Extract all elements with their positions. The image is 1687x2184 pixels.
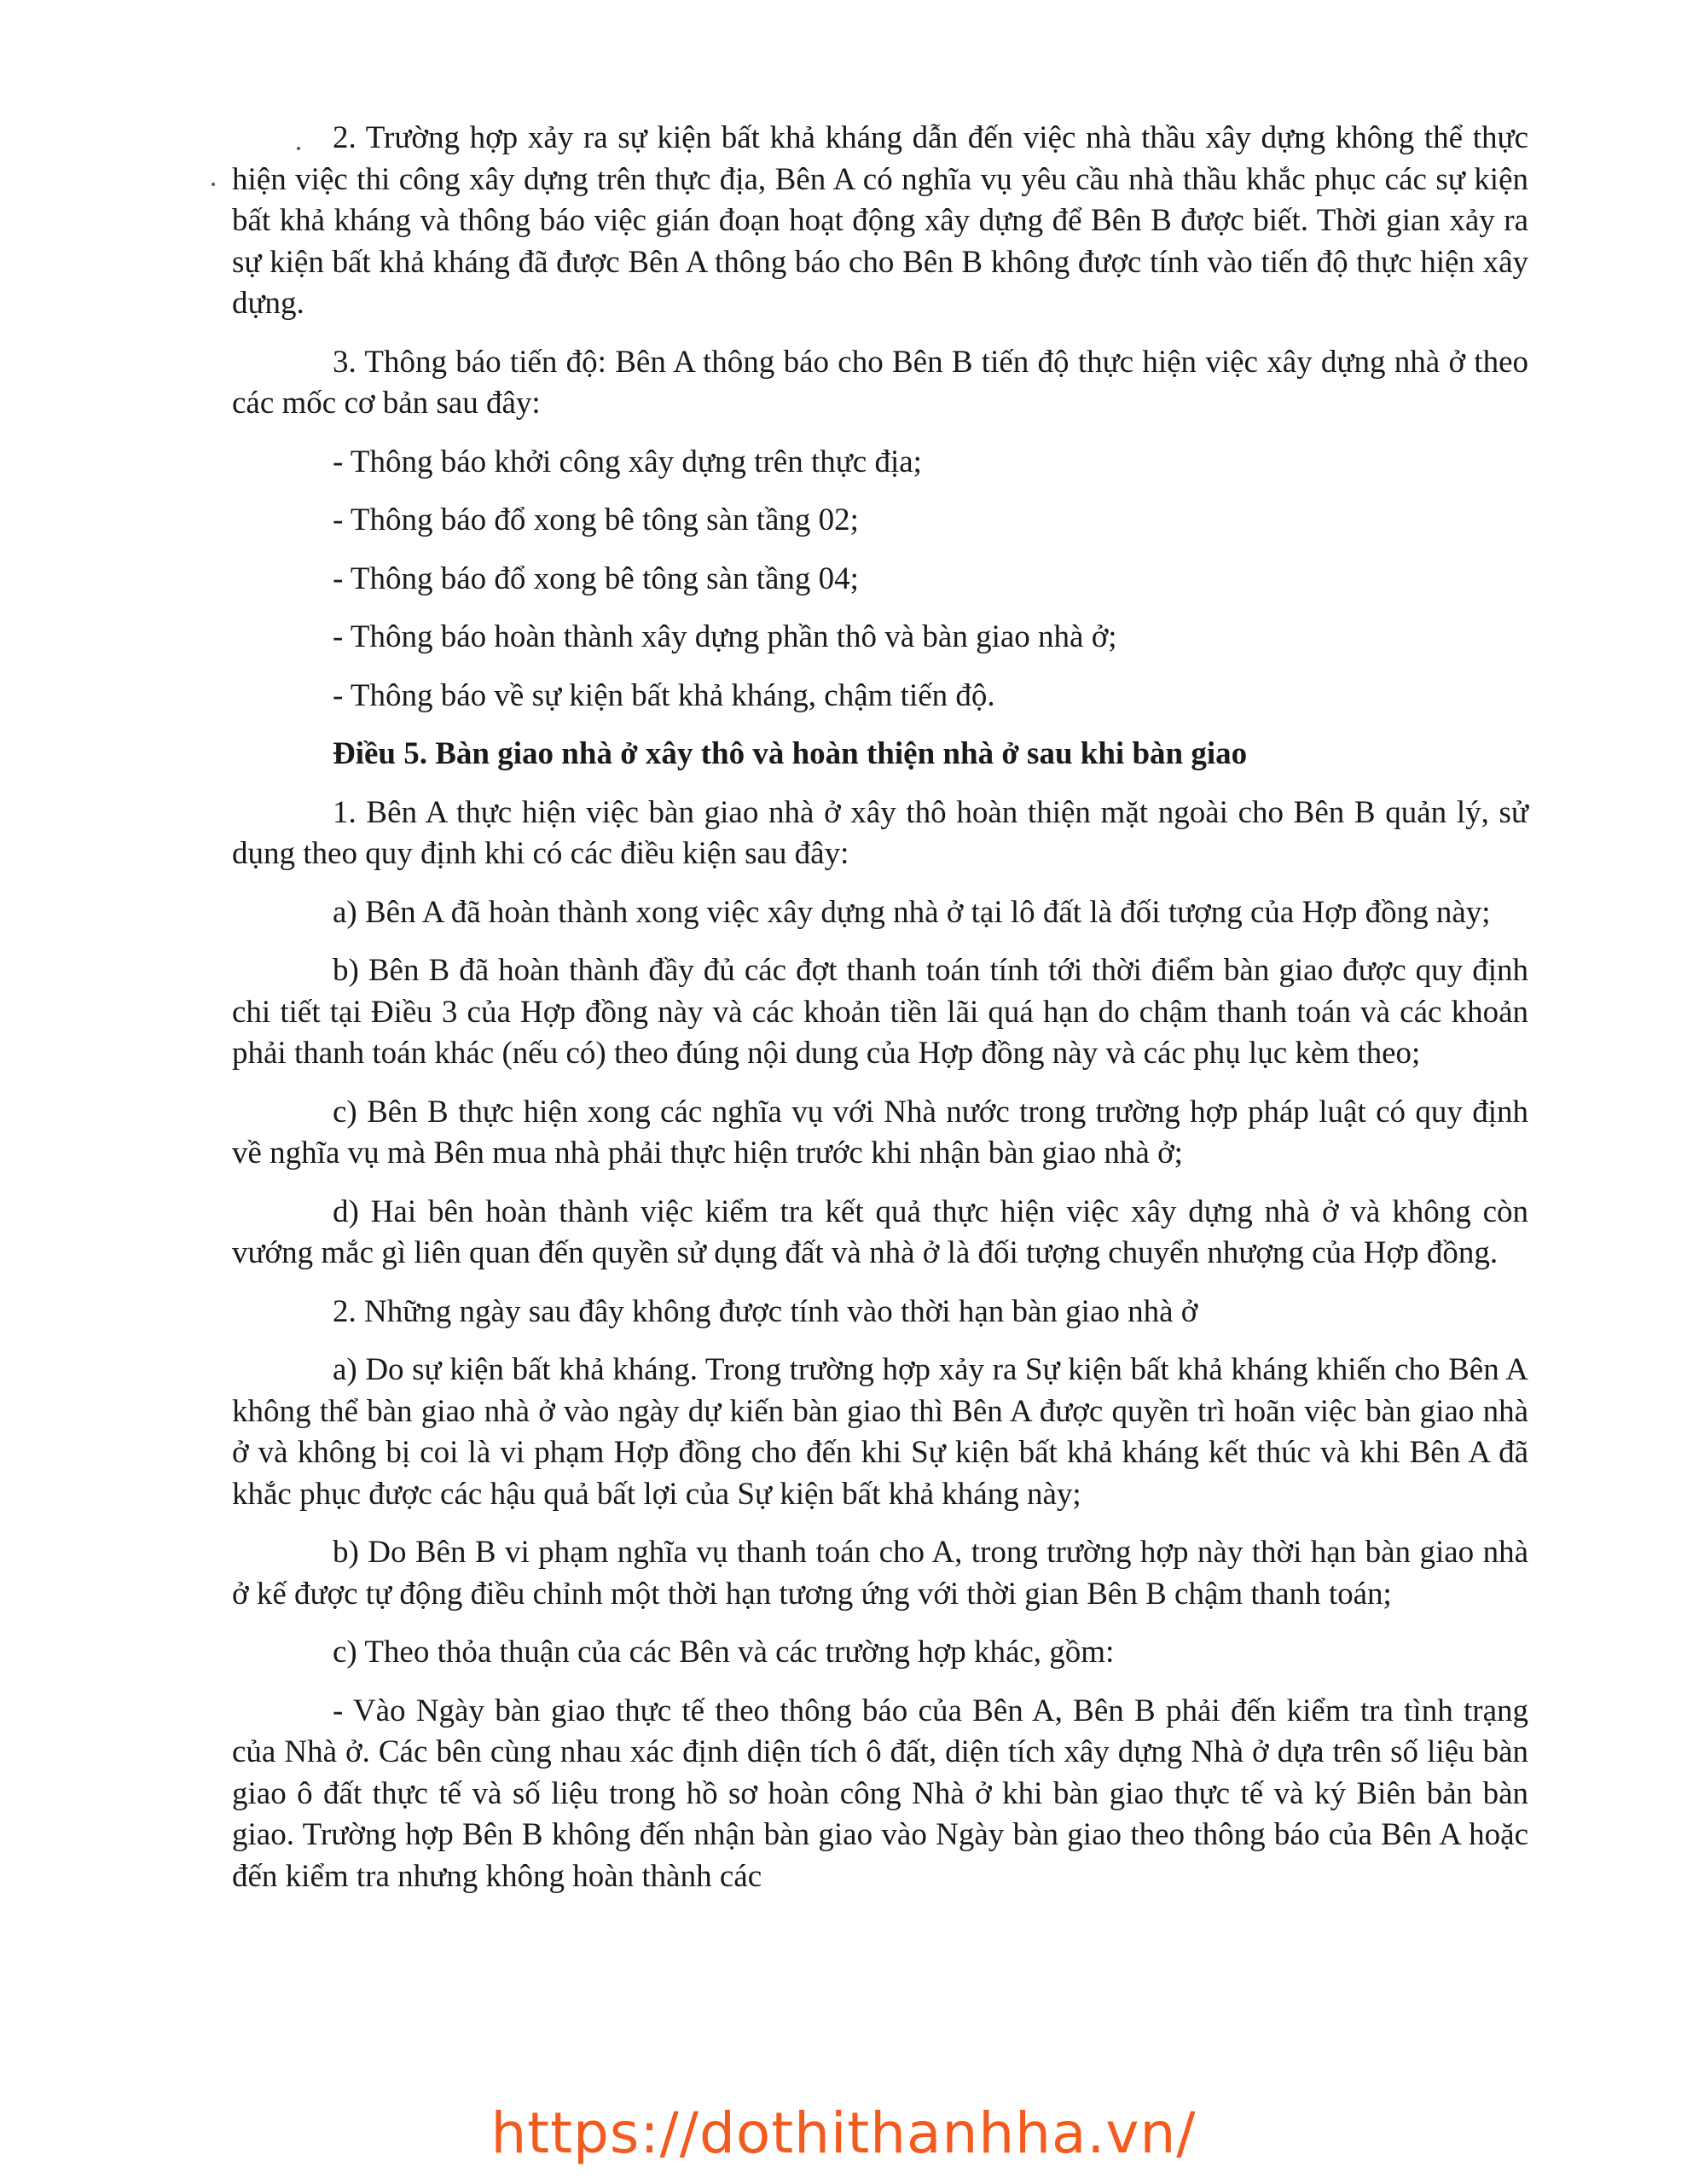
paragraph-excluded-a: a) Do sự kiện bất khả kháng. Trong trường hợp xảy ra Sự kiện bất khả kháng khiến cho Bên A không thể bàn giao nhà ở vào ngày dự kiến bàn giao thì Bên A được quyền trì hoãn việc bàn giao nhà ở và không bị coi là vi phạm Hợp đồng cho đến khi Sự kiện bất khả kháng kết thúc và khi Bên A đã khắc phục được các hậu quả bất lợi của Sự kiện bất khả kháng này;: [232, 1352, 1528, 1512]
document-body: [232, 118, 1528, 1914]
article-heading: Điều 5. Bàn giao nhà ở xây thô và hoàn thiện nhà ở sau khi bàn giao: [333, 736, 1248, 771]
paragraph-progress-notice: 3. Thông báo tiến độ: Bên A thông báo cho Bên B tiến độ thực hiện việc xây dựng nhà ở theo các mốc cơ bản sau đây:: [232, 344, 1528, 421]
paragraph-item-a: a) Bên A đã hoàn thành xong việc xây dựng nhà ở tại lô đất là đối tượng của Hợp đồng này;: [333, 894, 1491, 930]
bullet-item: - Thông báo về sự kiện bất khả kháng, chậm tiến độ.: [333, 677, 995, 713]
paragraph-force-majeure: 2. Trường hợp xảy ra sự kiện bất khả kháng dẫn đến việc nhà thầu xây dựng không thể thực hiện việc thi công xây dựng trên thực địa, Bên A có nghĩa vụ yêu cầu nhà thầu khắc phục các sự kiện bất khả kháng và thông báo việc gián đoạn hoạt động xây dựng để Bên B được biết. Thời gian xảy ra sự kiện bất khả kháng đã được Bên A thông báo cho Bên B không được tính vào tiến độ thực hiện xây dựng.: [232, 120, 1528, 321]
bullet-item: - Thông báo khởi công xây dựng trên thực địa;: [333, 444, 922, 479]
paragraph-item-d: d) Hai bên hoàn thành việc kiểm tra kết quả thực hiện việc xây dựng nhà ở và không còn vướng mắc gì liên quan đến quyền sử dụng đất và nhà ở là đối tượng chuyển nhượng của Hợp đồng.: [232, 1194, 1528, 1270]
paragraph-excluded-days: 2. Những ngày sau đây không được tính vào thời hạn bàn giao nhà ở: [333, 1293, 1198, 1329]
paragraph-excluded-b: b) Do Bên B vi phạm nghĩa vụ thanh toán cho A, trong trường hợp này thời hạn bàn giao nhà ở kế được tự động điều chỉnh một thời hạn tương ứng với thời gian Bên B chậm thanh toán;: [232, 1535, 1528, 1612]
bullet-item: - Thông báo đổ xong bê tông sàn tầng 04;: [333, 561, 859, 596]
watermark-url[interactable]: https://dothithanhha.vn/: [490, 2100, 1197, 2166]
paragraph-item-b: b) Bên B đã hoàn thành đầy đủ các đợt thanh toán tính tới thời điểm bàn giao được quy định chi tiết tại Điều 3 của Hợp đồng này và các khoản tiền lãi quá hạn do chậm thanh toán và các khoản phải thanh toán khác (nếu có) theo đúng nội dung của Hợp đồng này và các phụ lục kèm theo;: [232, 953, 1528, 1071]
scan-speck: [212, 183, 215, 186]
paragraph-item-c: c) Bên B thực hiện xong các nghĩa vụ với Nhà nước trong trường hợp pháp luật có quy định về nghĩa vụ mà Bên mua nhà phải thực hiện trước khi nhận bàn giao nhà ở;: [232, 1094, 1528, 1170]
paragraph-excluded-c: c) Theo thỏa thuận của các Bên và các trường hợp khác, gồm:: [333, 1635, 1115, 1670]
scan-speck: [297, 147, 300, 150]
paragraph-handover-date: - Vào Ngày bàn giao thực tế theo thông báo của Bên A, Bên B phải đến kiểm tra tình trạng của Nhà ở. Các bên cùng nhau xác định diện tích ô đất, diện tích xây dựng Nhà ở dựa trên số liệu bàn giao ô đất thực tế và số liệu trong hồ sơ hoàn công Nhà ở khi bàn giao thực tế và ký Biên bản bàn giao. Trường hợp Bên B không đến nhận bàn giao vào Ngày bàn giao theo thông báo của Bên A hoặc đến kiểm tra nhưng không hoàn thành các: [232, 1693, 1528, 1894]
paragraph-handover-conditions: 1. Bên A thực hiện việc bàn giao nhà ở xây thô hoàn thiện mặt ngoài cho Bên B quản lý, sử dụng theo quy định khi có các điều kiện sau đây:: [232, 794, 1528, 871]
bullet-item: - Thông báo hoàn thành xây dựng phần thô và bàn giao nhà ở;: [333, 619, 1117, 654]
bullet-item: - Thông báo đổ xong bê tông sàn tầng 02;: [333, 502, 859, 537]
